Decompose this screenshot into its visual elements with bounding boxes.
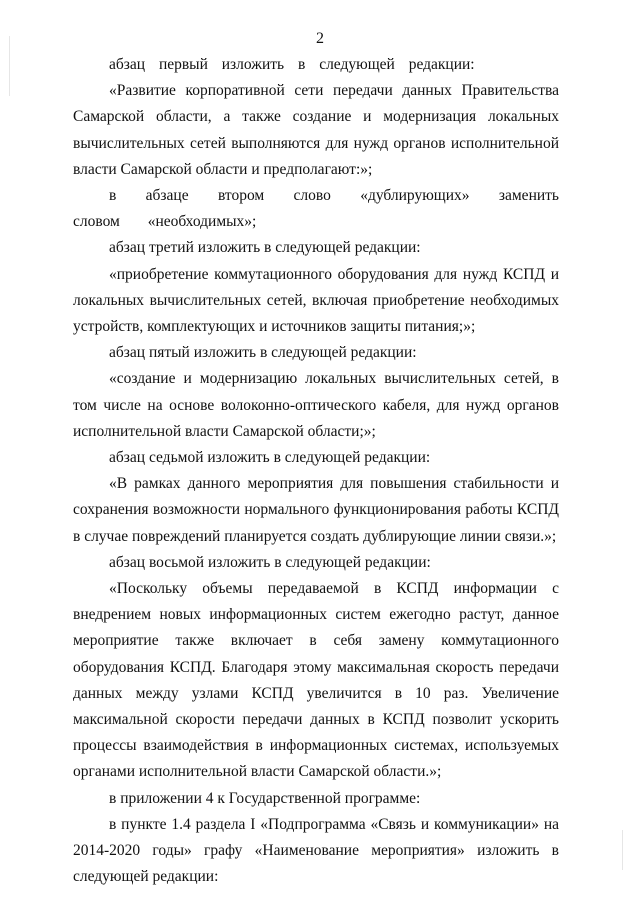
document-body: [73, 52, 559, 891]
paragraph: «Поскольку объемы передаваемой в КСПД информации с внедрением новых информационных систем ежегодно растут, данное мероприятие также включает в себя замену коммутационного оборудования КСПД. Благодаря этому максимальная скорость передачи данных между узлами КСПД увеличится в 10 раз. Увеличение максимальной скорости передачи данных в КСПД позволит ускорить процессы взаимодействия в информационных системах, используемых органами исполнительной власти Самарской области.»;: [73, 580, 559, 781]
scan-artifact: [622, 830, 623, 870]
paragraph: в абзаце втором слово «дублирующих» заменить словом «необходимых»;: [73, 187, 559, 231]
paragraph: абзац восьмой изложить в следующей редакции:: [109, 553, 431, 571]
paragraph: «Развитие корпоративной сети передачи данных Правительства Самарской области, а также создание и модернизация локальных вычислительных сетей выполняются для нужд органов исполнительной власти Самарской области и предполагают:»;: [73, 82, 559, 178]
paragraph: «приобретение коммутационного оборудования для нужд КСПД и локальных вычислительных сетей, включая приобретение необходимых устройств, комплектующих и источников защиты питания;»;: [73, 265, 559, 336]
paragraph: «В рамках данного мероприятия для повышения стабильности и сохранения возможности нормального функционирования работы КСПД в случае повреждений планируется создать дублирующие линии связи.»;: [73, 475, 559, 545]
paragraph: абзац первый изложить в следующей редакции:: [109, 56, 475, 73]
paragraph: в приложении 4 к Государственной программе:: [109, 789, 421, 807]
paragraph: абзац седьмой изложить в следующей редакции:: [109, 449, 431, 467]
paragraph: абзац пятый изложить в следующей редакции:: [109, 344, 417, 362]
paragraph: в пункте 1.4 раздела I «Подпрограмма «Связь и коммуникации» на 2014-2020 годы» графу «Наименование мероприятия» изложить в следующей редакции:: [73, 815, 559, 886]
paragraph: абзац третий изложить в следующей редакции:: [109, 239, 421, 257]
paragraph: «создание и модернизацию локальных вычислительных сетей, в том числе на основе волоконно-оптического кабеля, для нужд органов исполнительной власти Самарской области;»;: [73, 370, 559, 440]
page-number: 2: [316, 30, 324, 47]
